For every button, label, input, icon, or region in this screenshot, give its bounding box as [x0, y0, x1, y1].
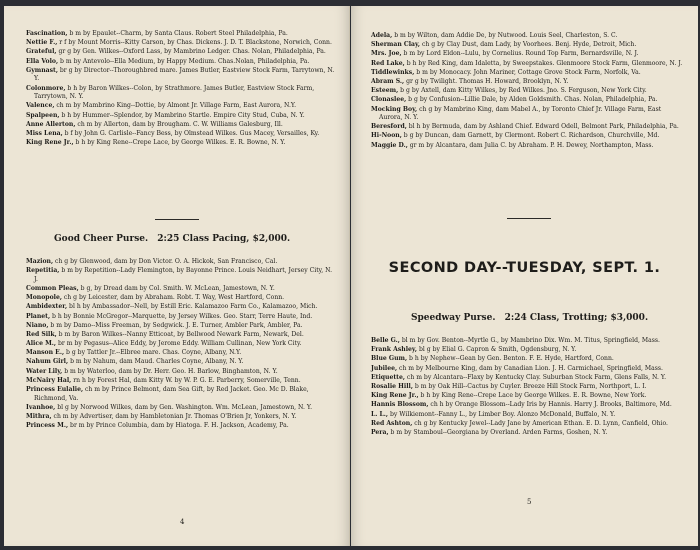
horse-details: b m by Epaulet--Charm, by Santa Claus. Robert Steel Philadelphia, Pa.	[69, 30, 288, 37]
horse-name: Red Ashton,	[371, 419, 413, 427]
booklet-spread	[4, 6, 698, 546]
horse-entry	[26, 303, 337, 312]
horse-details: rn h by Forest Hal, dam Kitty W. by W. P. G. E. Parberry, Somerville, Tenn.	[73, 376, 301, 384]
horse-entry	[26, 322, 337, 331]
horse-name: Colonmore,	[26, 84, 66, 92]
horse-name: Clonaslee,	[371, 96, 407, 104]
horse-details: br m by Prince Columbia, dam by Hiatoga. F. H. Jackson, Academy, Pa.	[70, 422, 289, 430]
horse-details: b h by Nephew--Gean by Gen. Benton. F. E. Hyde, Hartford, Conn.	[409, 355, 614, 363]
left-entry-list	[26, 30, 337, 148]
purse-name: Good Cheer Purse.	[54, 234, 149, 244]
horse-entry	[26, 358, 337, 367]
horse-name: Ivanhoe,	[26, 403, 56, 411]
horse-details: bl h by Ambassador--Nell, by Estill Eric. Kalamazoo Farm Co., Kalamazoo, Mich.	[69, 303, 318, 311]
horse-details: b g by Confusion--Lillie Dale, by Alden Goldsmith. Chas. Nolan, Philadelphia, Pa.	[408, 96, 658, 104]
horse-name: Ambidexter,	[26, 303, 68, 311]
horse-name: Abram S.,	[371, 77, 405, 85]
horse-details: ch g by Kentucky Jewel--Lady Jane by American Ethan. E. D. Lynn, Canfield, Ohio.	[414, 419, 668, 427]
horse-details: ch g by Mambrino King, dam Mabel A., by Toronto Chief Jr. Village Farm, East Aurora, N. Y.	[379, 105, 662, 122]
purse-amount: $3,000.	[610, 313, 649, 323]
horse-name: Adela,	[371, 32, 393, 39]
horse-entry	[371, 337, 684, 346]
horse-name: King Rene Jr.,	[371, 392, 419, 400]
horse-entry	[371, 69, 684, 78]
horse-entry	[26, 340, 337, 349]
horse-name: Beresford,	[371, 123, 407, 131]
page-number: 5	[527, 498, 532, 506]
horse-entry	[26, 294, 337, 303]
horse-details: b h by Hummer--Splendor, by Mambrino Startle. Empire City Stud, Cuba, N. Y.	[61, 111, 305, 119]
horse-name: McNairy Hal,	[26, 376, 72, 384]
horse-details: b m by Waterloo, dam by Dr. Herr. Geo. H. Barlow, Binghamton, N. Y.	[64, 367, 278, 375]
right-purse-entry-list	[371, 337, 684, 438]
horse-entry	[26, 285, 337, 294]
horse-details: b m by Antevolo--Ella Medium, by Happy Medium. Chas.Nolan, Philadelphia, Pa.	[60, 57, 310, 65]
horse-details: gr g by Twilight. Thomas H. Howard, Brooklyn, N. Y.	[406, 77, 569, 85]
horse-entry	[26, 48, 337, 57]
horse-entry	[26, 121, 337, 130]
horse-details: b f by John G. Carlisle--Fancy Bess, by Olmstead Wilkes. Gus Macey, Versailles, Ky.	[64, 129, 320, 137]
purse-class: 2:25 Class Pacing,	[157, 234, 250, 244]
horse-entry	[26, 85, 337, 102]
horse-entry	[26, 30, 337, 39]
horse-name: Sherman Clay,	[371, 41, 421, 49]
page-number: 4	[180, 518, 185, 526]
purse-class: 2:24 Class, Trotting;	[504, 313, 608, 323]
horse-name: Valence,	[26, 102, 55, 110]
purse-amount: $2,000.	[252, 234, 291, 244]
horse-entry	[371, 355, 684, 364]
horse-entry	[371, 78, 684, 87]
horse-details: r f by Mount Morris--Kitty Carson, by Chas. Dickens. J. D. T. Blackstone, Norwich, Conn.	[59, 39, 332, 47]
horse-details: b g, by Dread dam by Col. Smith. W. McLean, Jamestown, N. Y.	[80, 284, 275, 292]
horse-entry	[371, 106, 684, 123]
horse-details: ch g by Leicester, dam by Abraham. Robt. T. Way, West Hartford, Conn.	[63, 294, 285, 302]
horse-details: ch g by Glenwood, dam by Don Victor. O. A. Hickok, San Francisco, Cal.	[55, 258, 278, 265]
horse-name: Red Lake,	[371, 59, 405, 67]
horse-name: Mrs. Joe,	[371, 50, 402, 58]
horse-details: ch m by Melbourne King, dam by Canadian Lion. J. H. Carmichael, Springfield, Mass.	[399, 364, 663, 372]
horse-details: br m by Pegasus--Alice Eddy, by Jerome Eddy. William Cullinan, New York City.	[58, 340, 302, 348]
horse-details: bl g by Elial G. Capron & Smith, Ogdensburg, N. Y.	[418, 346, 577, 354]
left-page	[4, 6, 350, 546]
horse-entry	[371, 392, 684, 401]
horse-details: bl m by Gov. Benton--Myrtle G., by Mambrino Dix. Wm. M. Titus, Springfield, Mass.	[401, 337, 660, 344]
horse-details: b h by King Rene--Crepe Lace by George Wilkes. E. R. Bowne, New York.	[420, 392, 647, 400]
horse-details: b m by Oak Hill--Cactus by Cuyler. Breeze Hill Stock Farm, Northport, L. I.	[414, 382, 647, 390]
horse-entry	[26, 102, 337, 111]
horse-name: Miss Lena,	[26, 129, 63, 137]
purse-heading	[54, 234, 290, 244]
horse-details: b m by Baron Wilkes--Nanny Etticoat, by Bellwood Newark Farm, Newark, Del.	[58, 330, 304, 338]
horse-name: Frank Ashley,	[371, 346, 418, 354]
horse-name: Jubilee,	[371, 364, 398, 372]
horse-details: b h by Bonnie McGregor--Marquette, by Jersey Wilkes. Geo. Starr, Terre Haute, Ind.	[52, 312, 313, 320]
horse-entry	[371, 87, 684, 96]
horse-details: ch m by Prince Belmont, dam Sea Gift, by Red Jacket. Geo. Mc D. Blake, Richmond, Va.	[34, 386, 309, 402]
horse-details: b m by Lord Eldon--Lulu, by Cornelius. Round Top Farm, Bernardsville, N. J.	[403, 50, 639, 58]
horse-details: b m by Monocacy. John Mariner, Cottage Grove Stock Farm, Norfolk, Va.	[416, 68, 641, 76]
horse-details: b m by Repetition--Lady Flemington, by Bayonne Prince. Louis Neidhart, Jersey City, N. J.	[34, 267, 333, 283]
horse-entry	[371, 374, 684, 383]
horse-entry	[371, 429, 684, 438]
horse-entry	[26, 258, 337, 267]
day-heading: SECOND DAY--TUESDAY, SEPT. 1.	[388, 260, 661, 276]
horse-entry	[26, 377, 337, 386]
horse-name: Planet,	[26, 312, 51, 320]
horse-details: b g by Axtell, dam Kitty Wilkes, by Red Wilkes. Jno. S. Ferguson, New York City.	[400, 87, 647, 95]
horse-details: b h by Red King, dam Idaletta, by Sweepstakes. Glenmoore Stock Farm, Glenmoore, N. J.	[406, 59, 683, 67]
horse-name: Tiddlewinks,	[371, 68, 415, 76]
horse-name: Mocking Boy,	[371, 105, 418, 113]
horse-details: b g by Tattler Jr.--Elbree mare. Chas. Coyne, Albany, N.Y.	[66, 349, 242, 357]
horse-name: Maggie D.,	[371, 141, 408, 149]
horse-name: Water Lily,	[26, 367, 63, 375]
horse-name: Rosalie Hill,	[371, 382, 413, 390]
horse-name: Gymnast,	[26, 66, 58, 74]
horse-entry	[26, 267, 337, 284]
horse-details: gr g by Gen. Wilkes--Oxford Lass, by Mambrino Ledger. Chas. Nolan, Philadelphia, Pa.	[58, 48, 326, 56]
horse-name: Monopole,	[26, 294, 62, 302]
horse-details: ch h by Orange Blossom--Lady Iris by Hannis. Harry J. Brooks, Baltimore, Md.	[430, 401, 672, 409]
horse-entry	[371, 365, 684, 374]
horse-details: b h by Baron Wilkes--Colon, by Strathmore. James Butler, Eastview Stock Farm, Tarrytown, N. Y.	[34, 84, 315, 101]
horse-name: Esteem,	[371, 87, 399, 95]
horse-details: ch m by Advertiser, dam by Hambletonian Jr. Thomas O'Brien Jr, Yonkers, N. Y.	[53, 413, 297, 420]
horse-details: ch m by Alcantara--Flaxy by Kentucky Clay. Suburban Stock Farm, Glens Falls, N. Y.	[406, 373, 667, 381]
horse-name: Fascination,	[26, 30, 68, 37]
divider-rule	[155, 219, 199, 220]
horse-entry	[26, 139, 337, 148]
horse-details: ch m by Mambrino King--Dottie, by Almont Jr. Village Farm, East Aurora, N.Y.	[56, 102, 297, 110]
horse-details: bl h by Bermuda, dam by Ashland Chief. Edward Odell, Belmont Park, Philadelphia, Pa.	[408, 123, 679, 131]
horse-details: br g by Director--Thoroughbred mare. James Butler, Eastview Stock Farm, Tarrytown, N. Y.	[34, 66, 335, 83]
horse-entry	[26, 349, 337, 358]
horse-name: Pera,	[371, 428, 389, 436]
horse-details: gr m by Alcantara, dam Julia C. by Abraham. P. H. Dewey, Northampton, Mass.	[409, 141, 654, 149]
horse-entry	[26, 422, 337, 431]
horse-name: Etiquette,	[371, 373, 405, 381]
horse-entry	[371, 96, 684, 105]
horse-details: b m by Damo--Miss Freeman, by Sedgwick. J. E. Turner, Ambler Park, Ambler, Pa.	[50, 321, 303, 329]
horse-name: Hi-Noon,	[371, 132, 402, 140]
right-page	[351, 6, 698, 546]
horse-details: b m by Wilton, dam Addie De, by Nutwood. Louis Seel, Charleston, S. C.	[394, 32, 618, 39]
horse-entry	[371, 420, 684, 429]
horse-name: Red Silk,	[26, 330, 57, 338]
horse-entry	[371, 383, 684, 392]
horse-name: Grateful,	[26, 48, 57, 56]
horse-name: Princess M.,	[26, 422, 69, 430]
horse-entry	[371, 60, 684, 69]
horse-details: b h by King Rene--Crepe Lace, by George Wilkes. E. R. Bowne, N. Y.	[75, 139, 286, 147]
horse-name: Common Pleas,	[26, 284, 79, 292]
horse-entry	[26, 413, 337, 422]
horse-entry	[26, 404, 337, 413]
purse-name: Speedway Purse.	[411, 313, 496, 323]
divider-rule	[507, 218, 551, 219]
horse-entry	[371, 123, 684, 132]
horse-details: bl g by Norwood Wilkes, dam by Gen. Washington. Wm. McLean, Jamestown, N. Y.	[57, 403, 313, 411]
horse-entry	[26, 67, 337, 84]
horse-name: Anne Allerton,	[26, 120, 76, 128]
horse-entry	[26, 386, 337, 403]
purse-heading	[411, 313, 648, 323]
horse-name: Alice M.,	[26, 340, 57, 348]
right-entry-list	[371, 32, 684, 151]
horse-name: Niano,	[26, 321, 49, 329]
horse-entry	[371, 401, 684, 410]
horse-name: Blue Gum,	[371, 355, 408, 363]
horse-name: Hannis Blossom,	[371, 401, 429, 409]
horse-entry	[26, 112, 337, 121]
horse-entry	[26, 39, 337, 48]
horse-name: King Rene Jr.,	[26, 139, 74, 147]
horse-entry	[371, 41, 684, 50]
horse-name: Mithra,	[26, 413, 52, 420]
horse-entry	[26, 331, 337, 340]
horse-name: Nahum Girl,	[26, 358, 69, 366]
horse-details: b m by Nahum, dam Maud. Charles Coyne, Albany, N. Y.	[70, 358, 244, 366]
horse-entry	[371, 32, 684, 41]
left-purse-entry-list	[26, 258, 337, 431]
horse-name: Belle G.,	[371, 337, 400, 344]
horse-details: ch g by Clay Dust, dam Lady, by Voorhees. Benj. Hyde, Detroit, Mich.	[422, 41, 637, 49]
horse-name: Princess Eulalie,	[26, 386, 84, 394]
horse-name: L. L.,	[371, 410, 389, 418]
horse-name: Manson E.,	[26, 349, 65, 357]
horse-name: Spalpeen,	[26, 111, 60, 119]
horse-details: b m by Stamboul--Georgiana by Overland. Arden Farms, Goshen, N. Y.	[390, 428, 608, 436]
horse-details: by Wilkiemont--Fanny L., by Limber Boy. Alonzo McDonald, Buffalo, N. Y.	[390, 410, 616, 418]
horse-entry	[371, 142, 684, 151]
horse-entry	[371, 411, 684, 420]
horse-entry	[26, 58, 337, 67]
horse-name: Mazion,	[26, 258, 54, 265]
horse-details: ch m by Allerton, dam by Brougham. C. W. Williams Galesburg, Ill.	[77, 120, 283, 128]
horse-name: Repetitia,	[26, 267, 60, 275]
horse-entry	[26, 368, 337, 377]
horse-entry	[26, 313, 337, 322]
horse-entry	[371, 346, 684, 355]
horse-entry	[26, 130, 337, 139]
horse-entry	[371, 50, 684, 59]
horse-name: Nettie F.,	[26, 39, 58, 47]
horse-name: Ella Volo,	[26, 57, 59, 65]
horse-details: b g by Duncan, dam Garnett, by Clermont. Robert C. Richardson, Churchville, Md.	[403, 132, 660, 140]
horse-entry	[371, 132, 684, 141]
